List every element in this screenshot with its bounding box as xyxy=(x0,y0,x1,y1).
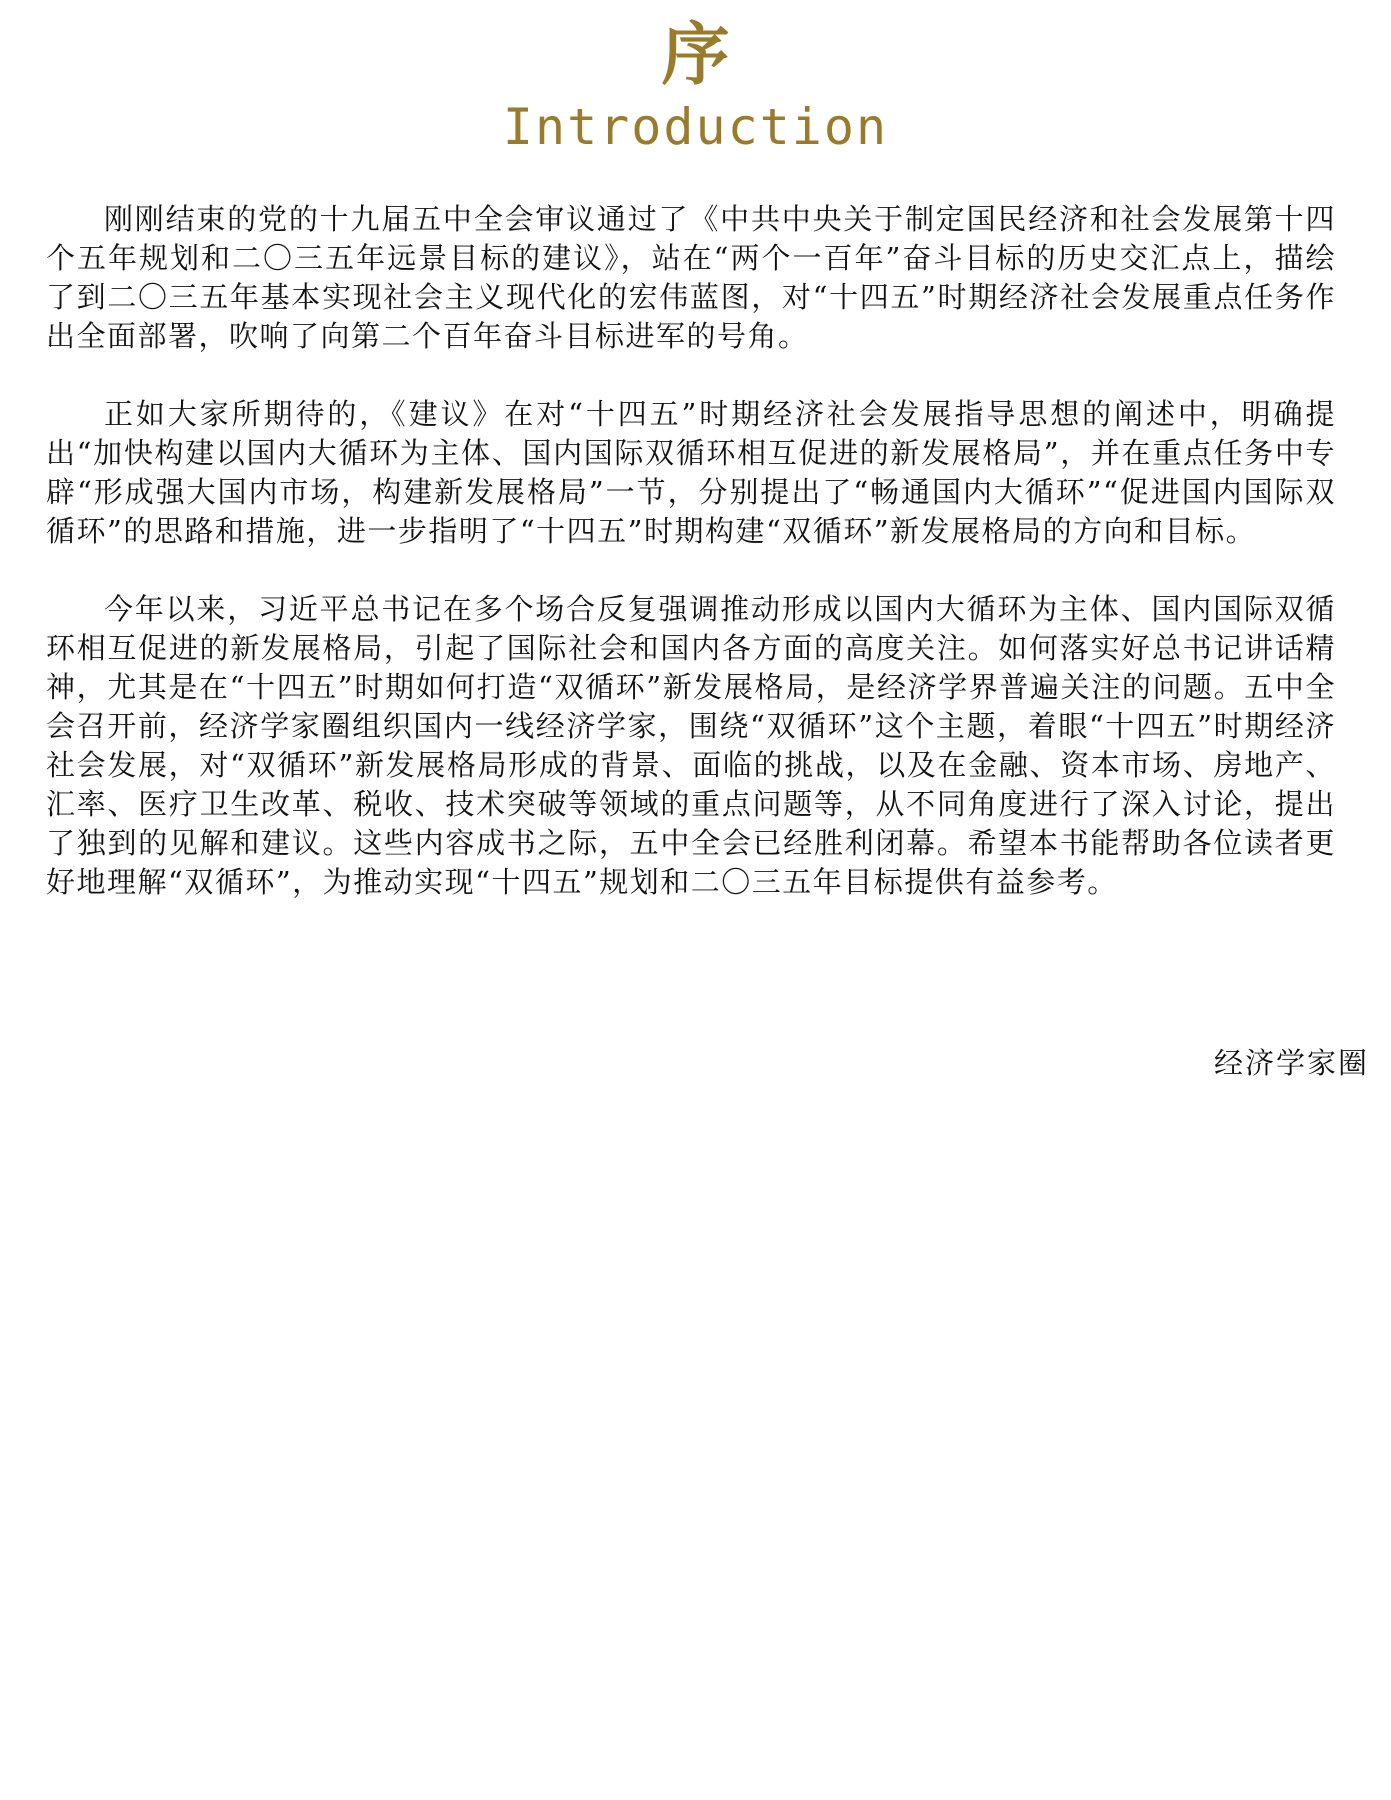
paragraph-1: 刚刚结束的党的十九届五中全会审议通过了《中共中央关于制定国民经济和社会发展第十四个五年规划和二〇三五年远景目标的建议》，站在“两个一百年”奋斗目标的历史交汇点上，描绘了到二〇三五年基本实现社会主义现代化的宏伟蓝图，对“十四五”时期经济社会发展重点任务作出全面部署，吹响了向第二个百年奋斗目标进军的号角。 xyxy=(46,202,1336,353)
paragraph-3: 今年以来，习近平总书记在多个场合反复强调推动形成以国内大循环为主体、国内国际双循环相互促进的新发展格局，引起了国际社会和国内各方面的高度关注。如何落实好总书记讲话精神，尤其是在“十四五”时期如何打造“双循环”新发展格局，是经济学界普遍关注的问题。五中全会召开前，经济学家圈组织国内一线经济学家，围绕“双循环”这个主题，着眼“十四五”时期经济社会发展，对“双循环”新发展格局形成的背景、面临的挑战，以及在金融、资本市场、房地产、汇率、医疗卫生改革、税收、技术突破等领域的重点问题等，从不同角度进行了深入讨论，提出了独到的见解和建议。这些内容成书之际，五中全会已经胜利闭幕。希望本书能帮助各位读者更好地理解“双循环”，为推动实现“十四五”规划和二〇三五年目标提供有益参考。 xyxy=(46,592,1336,899)
signature: 经济学家圈 xyxy=(1213,1046,1369,1080)
paragraph-2: 正如大家所期待的，《建议》在对“十四五”时期经济社会发展指导思想的阐述中，明确提出“加快构建以国内大循环为主体、国内国际双循环相互促进的新发展格局”，并在重点任务中专辟“形成强大国内市场，构建新发展格局”一节，分别提出了“畅通国内大循环”“促进国内国际双循环”的思路和措施，进一步指明了“十四五”时期构建“双循环”新发展格局的方向和目标。 xyxy=(46,397,1336,548)
body-text xyxy=(46,200,1336,941)
page-title-chinese: 序 xyxy=(661,15,730,95)
page-title-english: Introduction xyxy=(502,98,889,156)
